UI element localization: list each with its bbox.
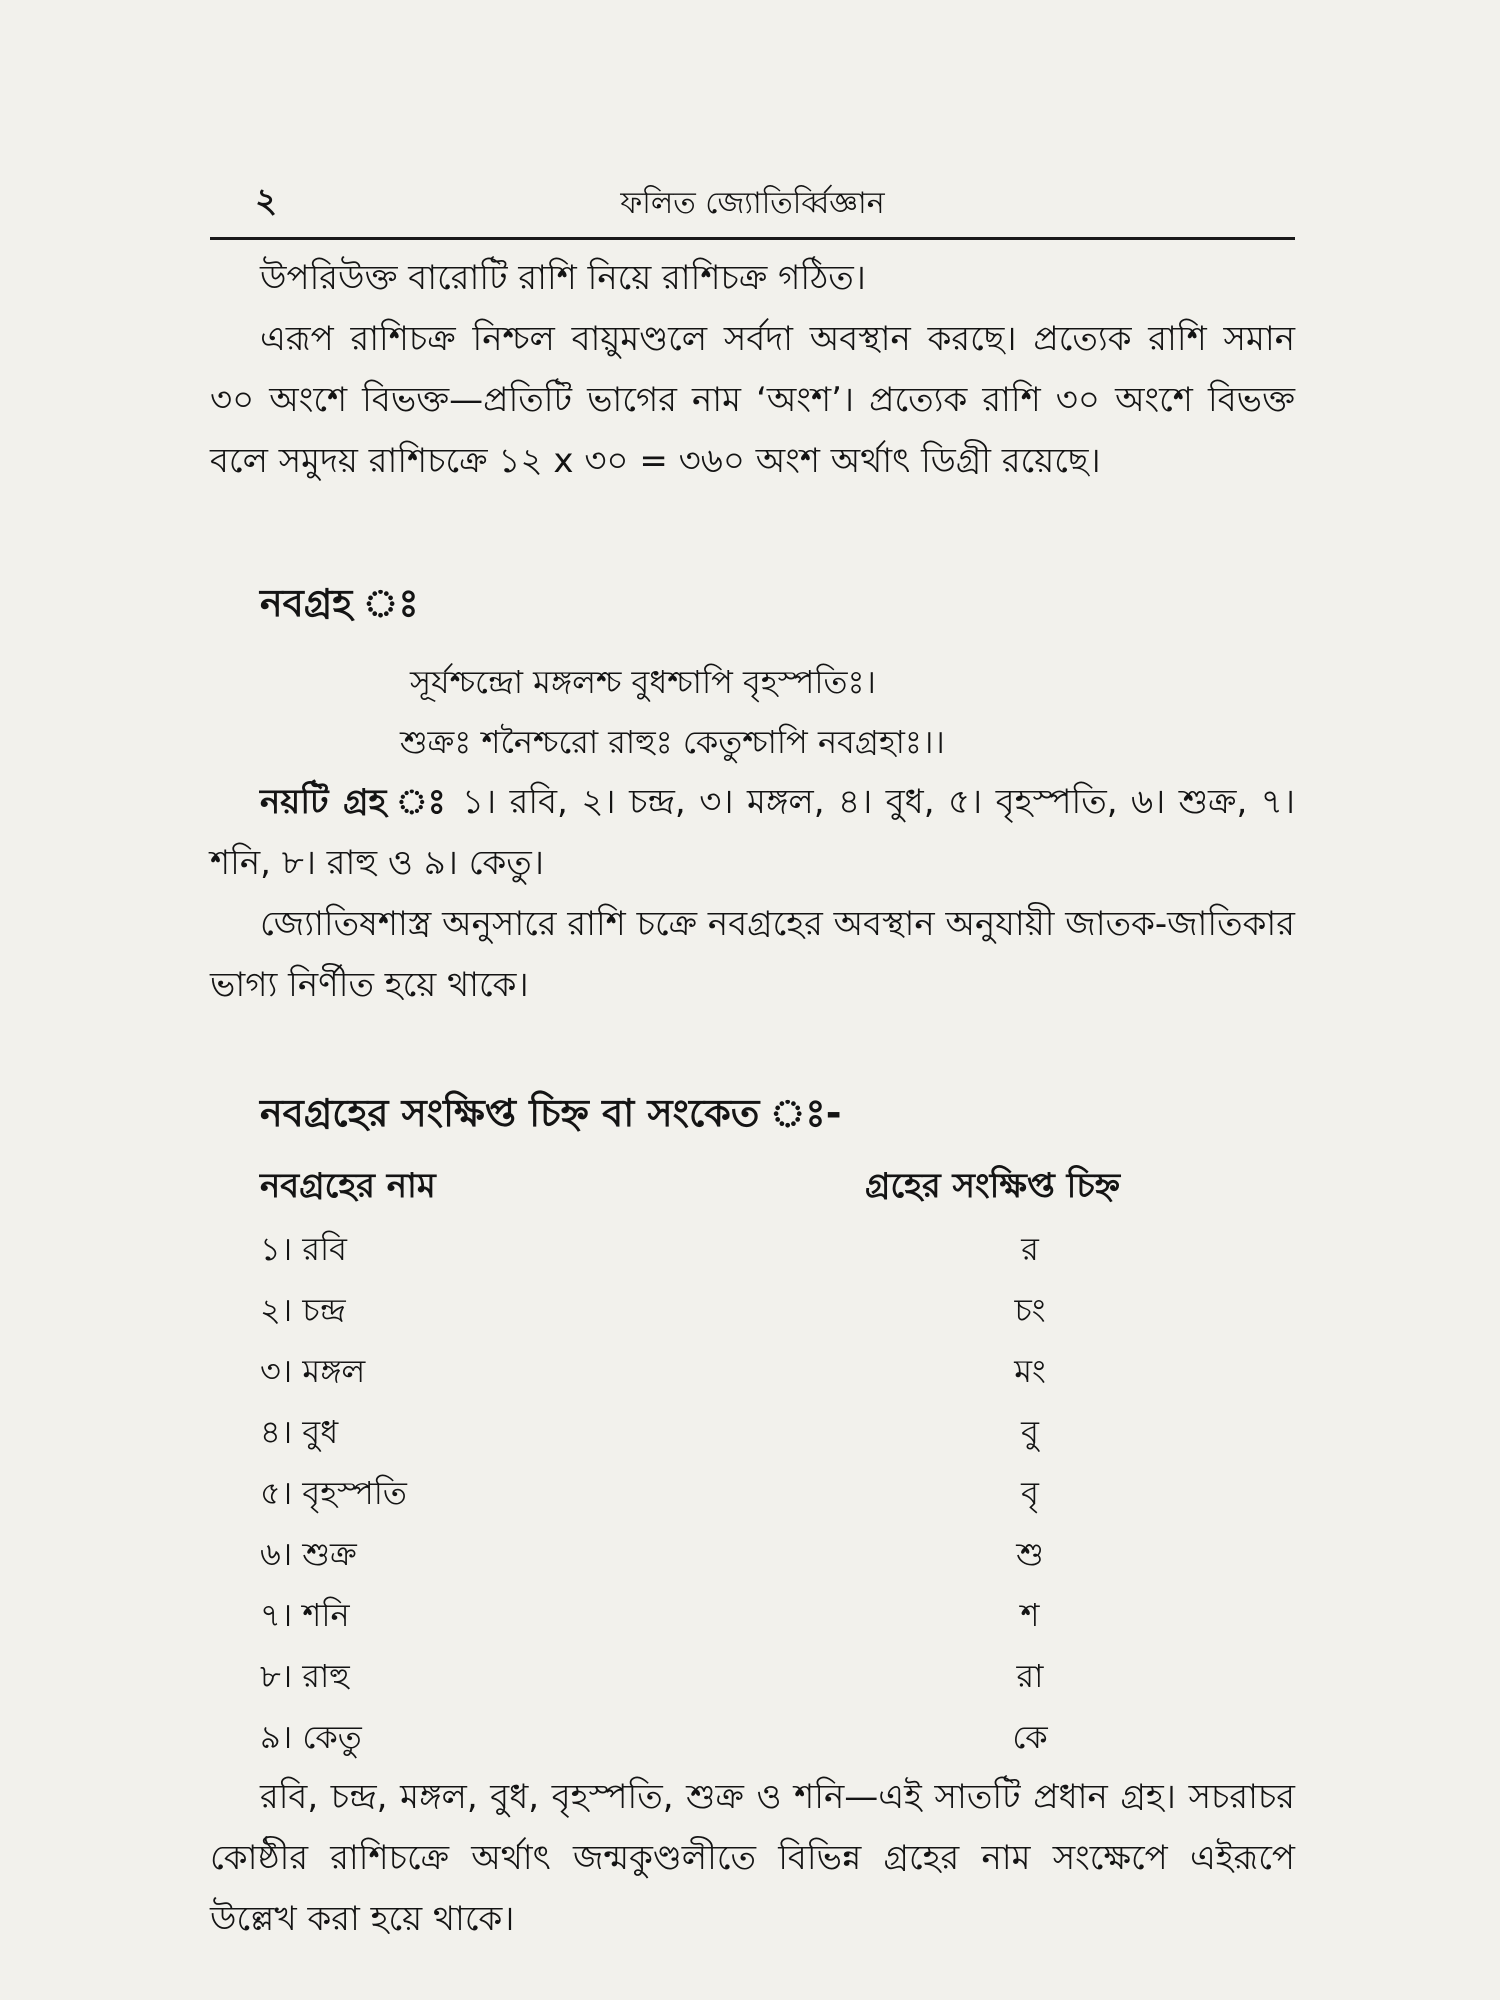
header-rule <box>210 237 1295 240</box>
planet-symbol: চং <box>1014 1291 1046 1329</box>
planet-symbol: শু <box>1016 1535 1044 1573</box>
table-row <box>210 1279 1295 1340</box>
nine-planets-paragraph <box>210 772 1295 894</box>
table-row <box>210 1645 1295 1706</box>
table-row <box>210 1584 1295 1645</box>
page-content <box>210 248 1295 1950</box>
closing-paragraph: রবি, চন্দ্র, মঙ্গল, বুধ, বৃহস্পতি, শুক্র ও শনি—এই সাতটি প্রধান গ্রহ। সচরাচর কোষ্ঠীর রাশিচক্রে অর্থাৎ জন্মকুণ্ডলীতে বিভিন্ন গ্রহের নাম সংক্ষেপে এইরূপে উল্লেখ করা হয়ে থাকে। <box>210 1777 1295 1939</box>
table-row <box>210 1401 1295 1462</box>
planet-name: ৩। মঙ্গল <box>260 1352 366 1390</box>
planet-name: ৯। কেতু <box>260 1718 362 1756</box>
symbols-table-header <box>210 1160 1295 1218</box>
planet-symbol: কে <box>1012 1718 1048 1756</box>
planet-name: ৪। বুধ <box>260 1413 339 1451</box>
symbols-heading: নবগ্রহের সংক্ষিপ্ত চিহ্ন বা সংকেত ঃ- <box>260 1091 842 1135</box>
planet-name: ৮। রাহু <box>260 1657 350 1695</box>
sanskrit-verse-line-1: সূর্যশ্চন্দ্রো মঙ্গলশ্চ বুধশ্চাপি বৃহস্পতিঃ। <box>410 663 876 701</box>
planet-symbol: শ <box>1020 1596 1040 1634</box>
table-row <box>210 1523 1295 1584</box>
nine-planets-label: নয়টি গ্রহ ঃ <box>260 782 449 822</box>
spacer <box>210 492 1295 574</box>
table-row <box>210 1218 1295 1279</box>
planet-name: ৭। শনি <box>260 1596 350 1634</box>
planet-symbol: বু <box>1021 1413 1039 1451</box>
spacer <box>210 638 1295 652</box>
planet-name: ৫। বৃহস্পতি <box>260 1474 407 1512</box>
astrology-paragraph: জ্যোতিষশাস্ত্র অনুসারে রাশি চক্রে নবগ্রহের অবস্থান অনুযায়ী জাতক-জাতিকার ভাগ্য নির্ণীত হয়ে থাকে। <box>210 904 1295 1005</box>
rashi-paragraph-1: উপরিউক্ত বারোটি রাশি নিয়ে রাশিচক্র গঠিত। <box>260 258 866 298</box>
column-header-planet-name: নবগ্রহের নাম <box>260 1166 436 1206</box>
planet-symbol: মং <box>1014 1352 1046 1390</box>
column-header-symbol: গ্রহের সংক্ষিপ্ত চিহ্ন <box>865 1166 1121 1206</box>
planet-symbol: র <box>1021 1230 1039 1268</box>
spacer <box>210 1148 1295 1160</box>
planet-symbol: রা <box>1016 1657 1044 1695</box>
table-row <box>210 1706 1295 1767</box>
planet-symbol: বৃ <box>1021 1474 1039 1512</box>
table-row <box>210 1340 1295 1401</box>
table-row <box>210 1462 1295 1523</box>
page-header <box>210 175 1295 235</box>
planet-name: ১। রবি <box>260 1230 347 1268</box>
sanskrit-verse-line-2: শুক্রঃ শনৈশ্চরো রাহুঃ কেতুশ্চাপি নবগ্রহাঃ।। <box>400 723 945 761</box>
page-number: ২ <box>255 181 278 221</box>
spacer <box>210 1016 1295 1084</box>
running-title: ফলিত জ্যোতির্ব্বিজ্ঞান <box>620 186 885 221</box>
planet-name: ৬। শুক্র <box>260 1535 357 1573</box>
symbols-table <box>210 1218 1295 1767</box>
navagraha-heading: নবগ্রহ ঃ <box>260 581 419 625</box>
rashi-paragraph-2: এরূপ রাশিচক্র নিশ্চল বায়ুমণ্ডলে সর্বদা অবস্থান করছে। প্রত্যেক রাশি সমান ৩০ অংশে বিভক্ত—প্রতিটি ভাগের নাম ‘অংশ’। প্রত্যেক রাশি ৩০ অংশে বিভক্ত বলে সমুদয় রাশিচক্রে ১২ x ৩০ = ৩৬০ অংশ অর্থাৎ ডিগ্রী রয়েছে। <box>210 319 1295 481</box>
nine-planets-list: ১। রবি, ২। চন্দ্র, ৩। মঙ্গল, ৪। বুধ, ৫। বৃহস্পতি, ৬। শুক্র, ৭। শনি, ৮। রাহু ও ৯। কেতু। <box>210 782 1296 883</box>
planet-name: ২। চন্দ্র <box>260 1291 346 1329</box>
